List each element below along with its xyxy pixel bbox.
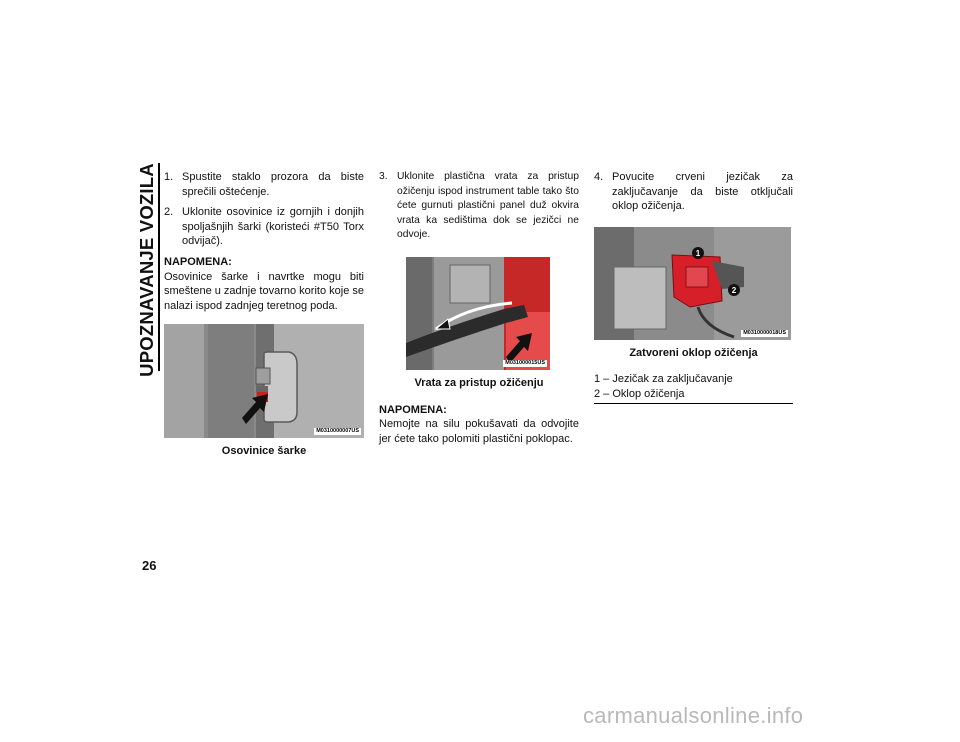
section-side-title: UPOZNAVANJE VOZILA <box>136 163 157 377</box>
note-text: Nemojte na silu pokušavati da odvojite jer ćete tako polomiti plastični poklopac. <box>379 418 579 445</box>
callout-1: 1 <box>695 248 701 258</box>
figure-hinge-pins <box>164 324 364 438</box>
step-2: 2. Uklonite osovinice iz gornjih i donjih spoljašnjih šarki (koristeći #T50 Torx odvijač). <box>164 206 364 248</box>
legend-item: 1 – Jezičak za zaključavanje <box>594 373 733 386</box>
legend-item: 2 – Oklop ožičenja <box>594 387 685 400</box>
note-heading: NAPOMENA: <box>164 255 232 268</box>
section-side-bar <box>158 163 160 371</box>
step-4: 4. Povucite crveni jezičak za zaključavanje da biste otključali oklop ožičenja. <box>594 171 793 213</box>
hinge-pins-illustration <box>164 324 364 438</box>
figure-legend <box>594 372 793 404</box>
note-text: Osovinice šarke i navrtke mogu biti smeštene u zadnje tovarno korito koje se nalazi ispod zadnjeg teretnog poda. <box>164 270 364 312</box>
note-heading: NAPOMENA: <box>379 403 447 416</box>
figure-wiring-access-door <box>406 257 550 370</box>
step-1: 1. Spustite staklo prozora da biste sprečili oštećenje. <box>164 171 364 198</box>
legend-rule <box>594 403 793 404</box>
figure-caption: Vrata za pristup ožičenju <box>414 376 544 389</box>
figure-code: M0310000007US <box>316 428 359 435</box>
column-3 <box>594 170 793 404</box>
column-2 <box>379 170 579 446</box>
figure-caption: Zatvoreni oklop ožičenja <box>629 346 758 359</box>
column-1 <box>164 170 364 459</box>
page-number: 26 <box>142 558 157 573</box>
watermark: carmanualsonline.info <box>583 703 804 728</box>
figure-wiring-cover <box>594 227 791 340</box>
figure-code: M031000015US <box>505 359 545 366</box>
wiring-cover-illustration <box>594 227 791 340</box>
figure-code: M0310000018US <box>743 329 786 336</box>
wiring-door-illustration <box>406 257 550 370</box>
figure-caption: Osovinice šarke <box>221 445 307 458</box>
callout-2: 2 <box>731 285 737 295</box>
step-3: 3. Uklonite plastična vrata za pristup ožičenju ispod instrument table tako što ćete gurnuti plastični panel duž okvira vrata ka sedištima dok se jezičci ne odvoje. <box>379 171 579 241</box>
